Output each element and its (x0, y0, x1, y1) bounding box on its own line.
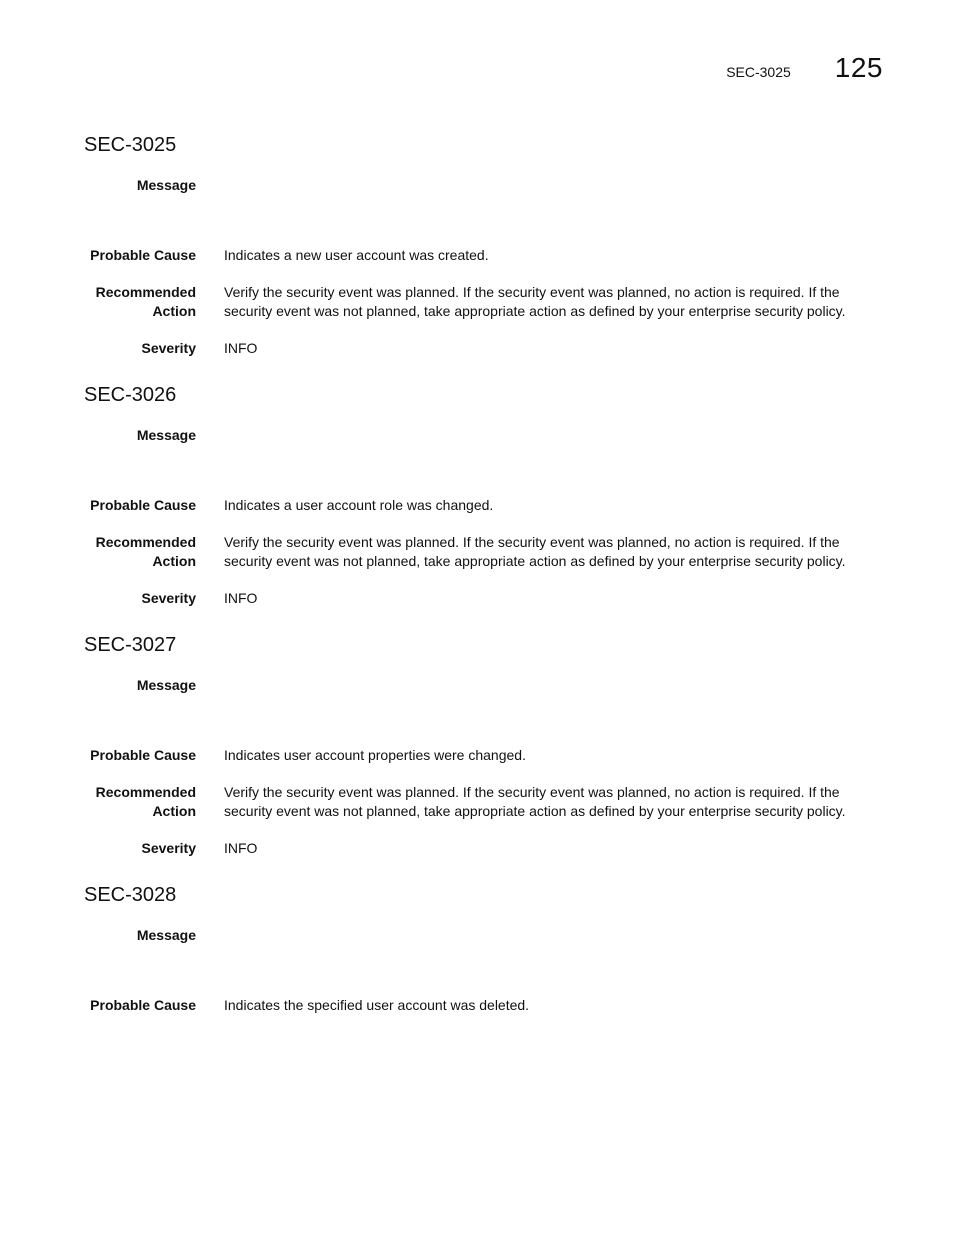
recommended-action-value: Verify the security event was planned. If the security event was planned, no action is required. If the security event was not planned, take appropriate action as defined by your enterprise security policy. (224, 284, 846, 319)
probable-cause-value: Indicates the specified user account was deleted. (224, 997, 530, 1013)
probable-cause-label: Probable Cause (90, 497, 196, 513)
probable-cause-value: Indicates user account properties were changed. (224, 747, 526, 763)
message-value (224, 676, 872, 746)
message-value (224, 926, 872, 996)
message-label: Message (136, 927, 196, 943)
severity-row (84, 589, 884, 608)
recommended-label-line2: Action (152, 803, 196, 819)
severity-row (84, 339, 884, 358)
severity-value: INFO (224, 590, 258, 606)
entry-title: SEC-3026 (84, 384, 177, 406)
message-entry (84, 882, 884, 1015)
recommended-action-value: Verify the security event was planned. If the security event was planned, no action is required. If the security event was not planned, take appropriate action as defined by your enterprise security policy. (224, 784, 846, 819)
probable-cause-value: Indicates a new user account was created. (224, 247, 489, 263)
recommended-label-line1: Recommended (95, 784, 196, 800)
recommended-action-label (84, 783, 196, 821)
severity-label: Severity (141, 340, 196, 356)
probable-cause-row (84, 746, 884, 765)
header-chapter-number: 125 (834, 52, 883, 83)
probable-cause-row (84, 246, 884, 265)
severity-row (84, 839, 884, 858)
header-section-id: SEC-3025 (726, 64, 791, 80)
probable-cause-value: Indicates a user account role was changed. (224, 497, 494, 513)
probable-cause-row (84, 496, 884, 515)
recommended-action-row (84, 283, 884, 321)
severity-label: Severity (141, 840, 196, 856)
entry-title: SEC-3027 (84, 634, 177, 656)
message-label: Message (136, 427, 196, 443)
recommended-label-line2: Action (152, 553, 196, 569)
message-row (84, 926, 884, 996)
message-entry (84, 382, 884, 608)
recommended-action-label (84, 283, 196, 321)
entry-title: SEC-3028 (84, 884, 177, 906)
message-label: Message (136, 677, 196, 693)
probable-cause-label: Probable Cause (90, 747, 196, 763)
recommended-action-row (84, 533, 884, 571)
page-header (726, 52, 883, 84)
severity-value: INFO (224, 840, 258, 856)
severity-label: Severity (141, 590, 196, 606)
message-value (224, 176, 872, 246)
document-body (84, 132, 884, 1015)
message-row (84, 426, 884, 496)
recommended-label-line2: Action (152, 303, 196, 319)
probable-cause-row (84, 996, 884, 1015)
recommended-label-line1: Recommended (95, 284, 196, 300)
message-entry (84, 632, 884, 858)
recommended-action-row (84, 783, 884, 821)
probable-cause-label: Probable Cause (90, 997, 196, 1013)
message-row (84, 176, 884, 246)
probable-cause-label: Probable Cause (90, 247, 196, 263)
severity-value: INFO (224, 340, 258, 356)
message-row (84, 676, 884, 746)
entry-title: SEC-3025 (84, 134, 177, 156)
message-label: Message (136, 177, 196, 193)
recommended-action-value: Verify the security event was planned. If the security event was planned, no action is required. If the security event was not planned, take appropriate action as defined by your enterprise security policy. (224, 534, 846, 569)
recommended-action-label (84, 533, 196, 571)
message-entry (84, 132, 884, 358)
message-value (224, 426, 872, 496)
recommended-label-line1: Recommended (95, 534, 196, 550)
